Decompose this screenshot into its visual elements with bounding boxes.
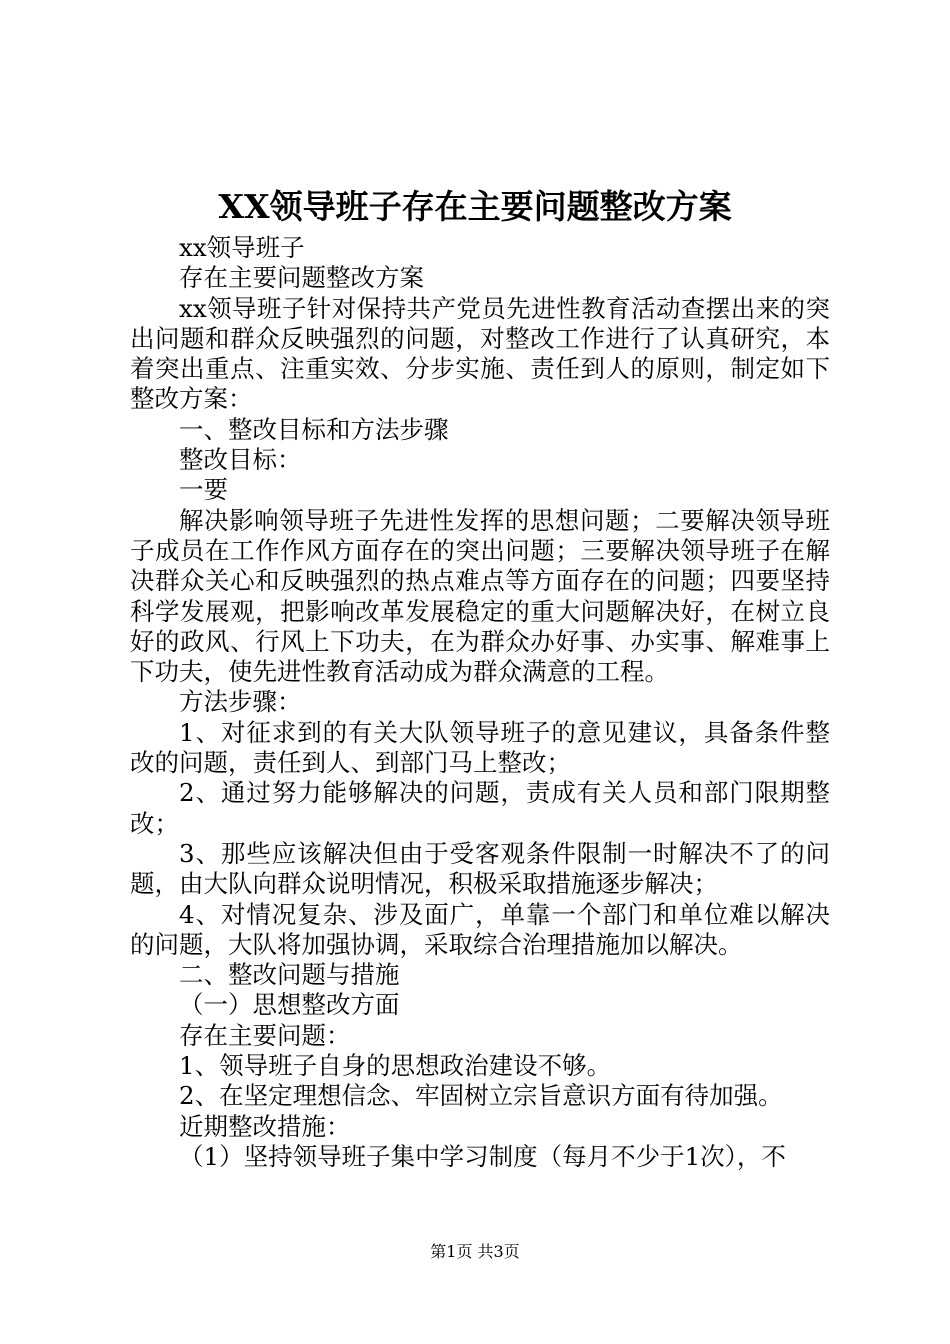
page-footer: 第1页 共3页: [430, 1242, 520, 1261]
paragraph: 存在主要问题整改方案: [179, 263, 424, 293]
list-item: （1）坚持领导班子集中学习制度（每月不少于1次），不: [179, 1141, 786, 1171]
list-item: 1、对征求到的有关大队领导班子的意见建议，具备条件整改的问题，责任到人、到部门马上整改；: [130, 717, 830, 778]
paragraph: 存在主要问题：: [179, 1020, 351, 1050]
paragraph: xx领导班子: [179, 233, 305, 262]
section-heading: 一、整改目标和方法步骤: [179, 414, 449, 444]
document-title: XX领导班子存在主要问题整改方案: [218, 187, 732, 226]
paragraph: 整改目标：: [179, 445, 302, 475]
list-item: 2、通过努力能够解决的问题，责成有关人员和部门限期整改；: [130, 778, 830, 838]
paragraph: 解决影响领导班子先进性发挥的思想问题；二要解决领导班子成员在工作作风方面存在的突出问题；三要解决领导班子在解决群众关心和反映强烈的热点难点等方面存在的问题；四要坚持科学发展观，把影响改革发展稳定的重大问题解决好，在树立良好的政风、行风上下功夫，在为群众办好事、办实事、解难事上下功夫，使先进性教育活动成为群众满意的工程。: [130, 505, 830, 687]
paragraph: xx领导班子针对保持共产党员先进性教育活动查摆出来的突出问题和群众反映强烈的问题，对整改工作进行了认真研究，本着突出重点、注重实效、分步实施、责任到人的原则，制定如下整改方案：: [130, 293, 830, 414]
subsection-heading: （一）思想整改方面: [179, 990, 400, 1020]
paragraph: 一要: [179, 475, 228, 505]
document-body: [130, 233, 830, 1172]
paragraph: 近期整改措施：: [179, 1111, 351, 1141]
list-item: 2、在坚定理想信念、牢固树立宗旨意识方面有待加强。: [179, 1081, 783, 1111]
list-item: 3、那些应该解决但由于受客观条件限制一时解决不了的问题，由大队向群众说明情况，积极采取措施逐步解决；: [130, 838, 830, 899]
list-item: 4、对情况复杂、涉及面广，单靠一个部门和单位难以解决的问题，大队将加强协调，采取综合治理措施加以解决。: [130, 899, 830, 959]
list-item: 1、领导班子自身的思想政治建设不够。: [179, 1051, 612, 1081]
section-heading: 二、整改问题与措施: [179, 960, 400, 990]
paragraph: 方法步骤：: [179, 687, 302, 717]
